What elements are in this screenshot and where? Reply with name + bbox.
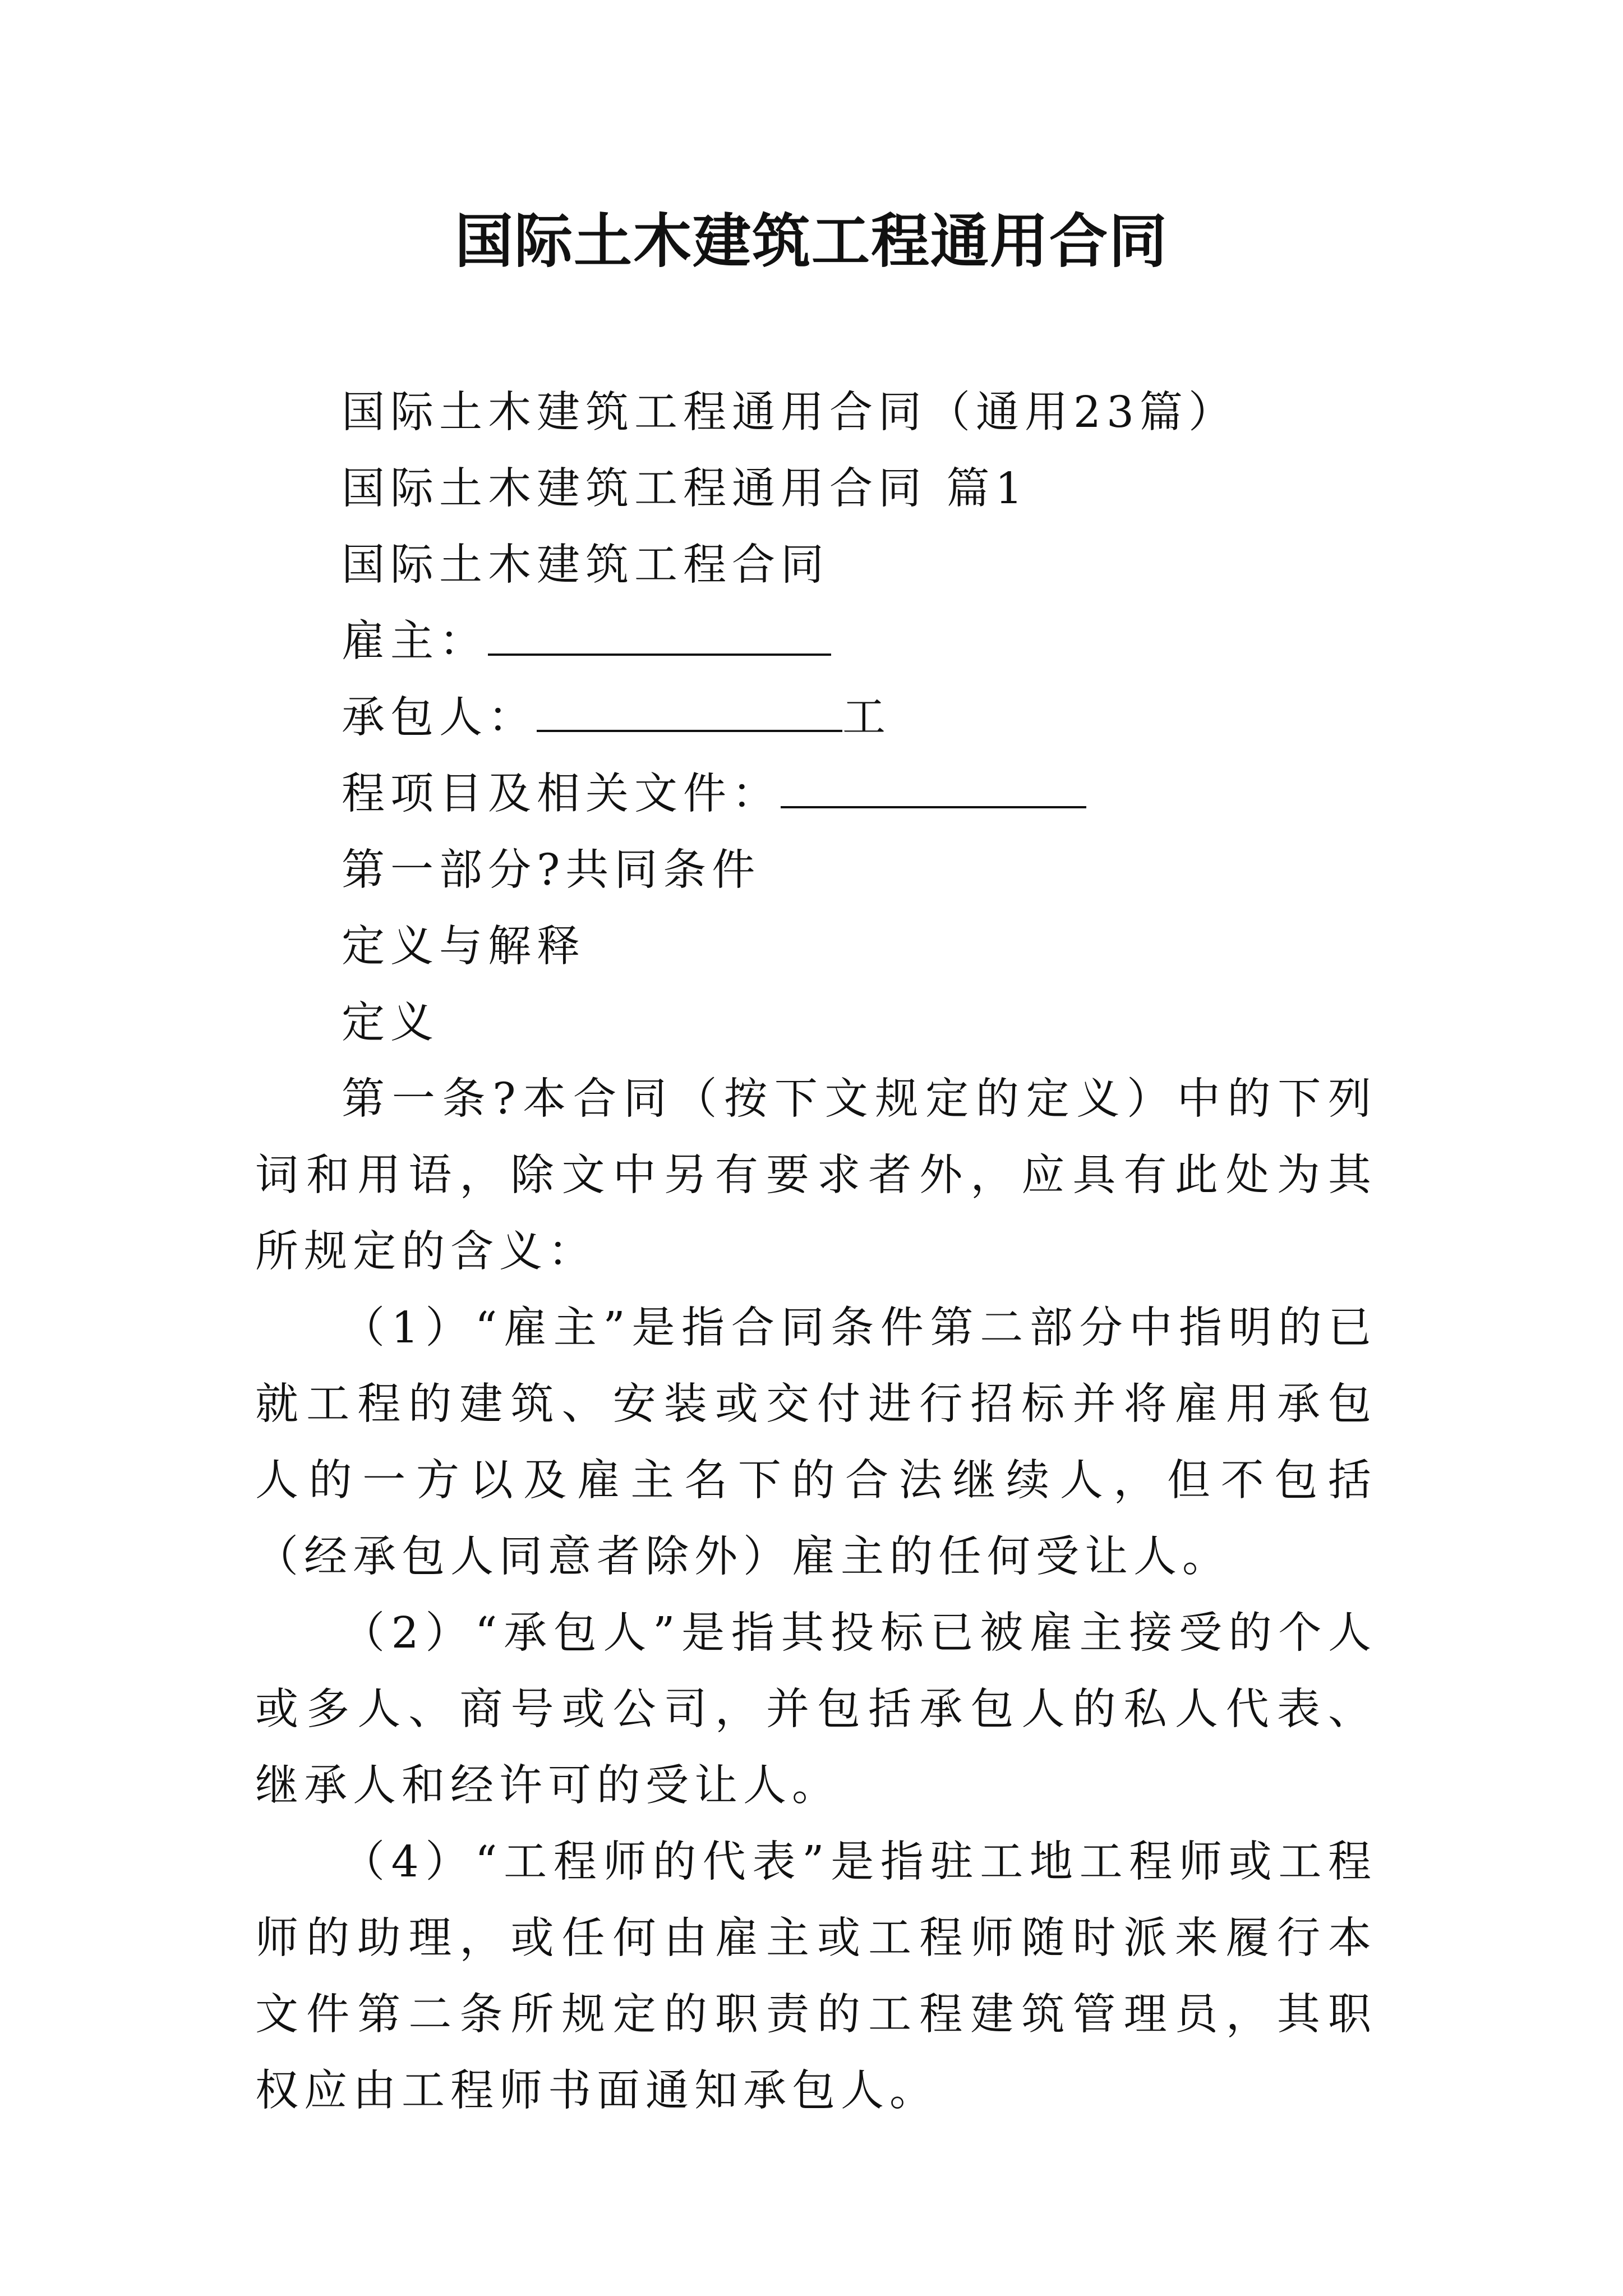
project-field (255, 756, 1377, 832)
paragraph-article-1: 第一条?本合同（按下文规定的定义）中的下列词和用语，除文中另有要求者外，应具有此处为其所规定的含义： (255, 1074, 1377, 1277)
section-part-heading: 第一部分?共同条件 (342, 845, 761, 895)
contractor-blank-line (537, 689, 842, 732)
document-body (255, 375, 1377, 2129)
paragraph-definition-contractor: （2）“承包人”是指其投标已被雇主接受的个人或多人、商号或公司，并包括承包人的私人代表、继承人和经许可的受让人。 (255, 1608, 1377, 1811)
employer-field (255, 604, 1377, 680)
paragraph-definition-employer: （1）“雇主”是指合同条件第二部分中指明的已就工程的建筑、安装或交付进行招标并将雇用承包人的一方以及雇主名下的合法继续人，但不包括（经承包人同意者除外）雇主的任何受让人。 (255, 1303, 1377, 1582)
document-subtitle: 国际土木建筑工程通用合同（通用23篇） (342, 388, 1237, 438)
contract-name: 国际土木建筑工程合同 (342, 540, 829, 590)
employer-label: 雇主： (342, 616, 488, 666)
section-definitions-interpretation: 定义与解释 (342, 922, 585, 972)
project-label: 程项目及相关文件： (342, 769, 781, 819)
contractor-suffix: 工 (842, 693, 891, 743)
employer-blank-line (488, 613, 831, 656)
contractor-field (255, 680, 1377, 756)
document-title: 国际土木建筑工程通用合同 (454, 206, 1168, 275)
paragraph-definition-engineer-representative: （4）“工程师的代表”是指驻工地工程师或工程师的助理，或任何由雇主或工程师随时派来履行本文件第二条所规定的职责的工程建筑管理员，其职权应由工程师书面通知承包人。 (255, 1837, 1377, 2116)
project-blank-line (781, 766, 1086, 808)
contractor-label: 承包人： (342, 693, 537, 743)
chapter-heading: 国际土木建筑工程通用合同 篇1 (342, 464, 1029, 514)
section-definitions: 定义 (342, 998, 439, 1048)
